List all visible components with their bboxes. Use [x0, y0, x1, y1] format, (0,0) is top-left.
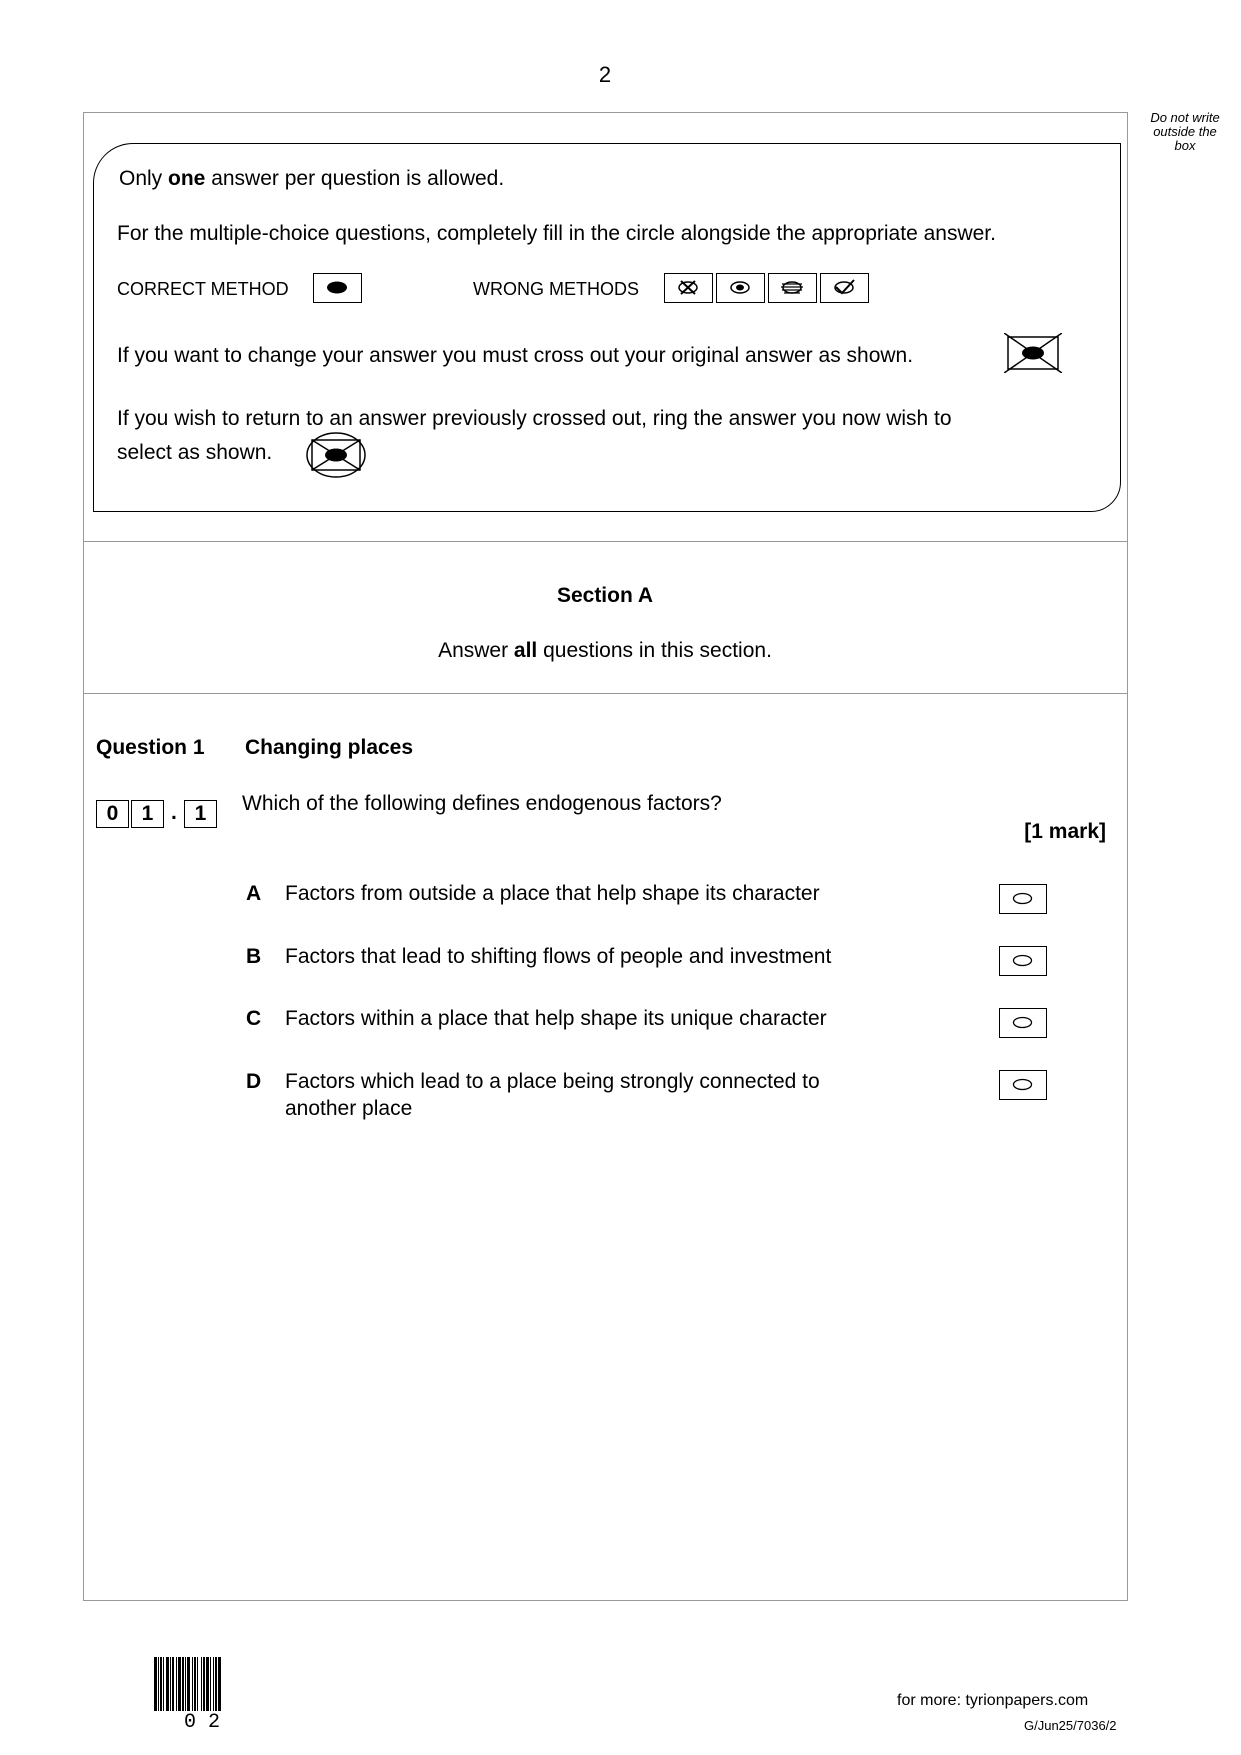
- barcode-bar: [185, 1657, 186, 1711]
- wrong-method-dot-icon: [716, 273, 765, 303]
- barcode-bar: [166, 1657, 169, 1711]
- option-a-text: Factors from outside a place that help shape its character: [285, 882, 820, 905]
- barcode-bar: [197, 1657, 198, 1711]
- instruction-fill-circle: For the multiple-choice questions, completely fill in the circle alongside the appropriate answer.: [117, 222, 996, 245]
- instruction-return-answer-line1: If you wish to return to an answer previously crossed out, ring the answer you now wish to: [117, 407, 952, 430]
- paper-code: G/Jun25/7036/2: [1024, 1718, 1117, 1733]
- page-number: 2: [598, 62, 612, 87]
- barcode-bar: [178, 1657, 181, 1711]
- option-b-text: Factors that lead to shifting flows of people and investment: [285, 945, 832, 968]
- barcode-bar: [192, 1657, 193, 1711]
- barcode-bar: [172, 1657, 174, 1711]
- barcode-bar: [163, 1657, 164, 1711]
- question-label: Question 1: [96, 736, 205, 759]
- barcode-bar: [194, 1657, 196, 1711]
- margin-note-line: box: [1174, 138, 1196, 153]
- option-d-text: Factors which lead to a place being strongly connected to another place: [285, 1070, 820, 1120]
- section-subtitle: Answer all questions in this section.: [438, 639, 772, 662]
- divider: [83, 693, 1128, 694]
- barcode-bar: [215, 1657, 217, 1711]
- option-d-answer-box[interactable]: [999, 1070, 1047, 1100]
- barcode-bar: [160, 1657, 162, 1711]
- ringed-answer-example: [304, 431, 368, 484]
- barcode-number: 02: [184, 1711, 233, 1734]
- instruction-change-answer: If you want to change your answer you must cross out your original answer as shown.: [117, 344, 914, 367]
- instruction-one-answer: Only one answer per question is allowed.: [119, 167, 505, 190]
- option-b-letter: B: [246, 945, 262, 968]
- divider: [83, 541, 1128, 542]
- barcode-bar: [158, 1657, 159, 1711]
- question-number-dot: .: [171, 801, 177, 824]
- barcode-bar: [182, 1657, 184, 1711]
- barcode-bar: [206, 1657, 209, 1711]
- barcode-bar: [154, 1657, 157, 1711]
- question-marks: [1 mark]: [1024, 820, 1106, 843]
- option-c-text: Factors within a place that help shape its unique character: [285, 1007, 827, 1030]
- wrong-methods-label: WRONG METHODS: [473, 279, 639, 299]
- option-a-answer-box[interactable]: [999, 884, 1047, 914]
- question-number-box: 1: [131, 800, 164, 828]
- question-number-box: 1: [184, 800, 217, 828]
- question-topic: Changing places: [245, 736, 414, 759]
- option-c-answer-box[interactable]: [999, 1008, 1047, 1038]
- instruction-return-answer-line2: select as shown.: [117, 441, 273, 464]
- wrong-method-scribble-icon: [768, 273, 817, 303]
- correct-method-label: CORRECT METHOD: [117, 279, 289, 299]
- section-title: Section A: [556, 584, 654, 607]
- barcode-bar: [218, 1657, 221, 1711]
- barcode-bar: [201, 1657, 202, 1711]
- crossed-out-example: [1008, 337, 1058, 369]
- wrong-method-tick-icon: [820, 273, 869, 303]
- barcode-bar: [203, 1657, 205, 1711]
- question-text: Which of the following defines endogenous factors?: [242, 792, 722, 815]
- wrong-method-cross-icon: [664, 273, 713, 303]
- barcode-bar: [170, 1657, 171, 1711]
- barcode-icon: [154, 1657, 266, 1716]
- option-b-answer-box[interactable]: [999, 946, 1047, 976]
- barcode-bar: [176, 1657, 177, 1711]
- option-a-letter: A: [246, 882, 262, 905]
- option-d-letter: D: [246, 1070, 262, 1093]
- barcode-bar: [213, 1657, 214, 1711]
- barcode-bar: [187, 1657, 190, 1711]
- option-c-letter: C: [246, 1007, 262, 1030]
- barcode-bar: [210, 1657, 211, 1711]
- margin-note-line: outside the: [1153, 124, 1217, 139]
- correct-method-example: [313, 273, 362, 303]
- question-number-box: 0: [96, 800, 129, 828]
- margin-note: [1137, 111, 1233, 153]
- footer-more-link: for more: tyrionpapers.com: [897, 1692, 1089, 1709]
- margin-note-line: Do not write: [1150, 110, 1220, 125]
